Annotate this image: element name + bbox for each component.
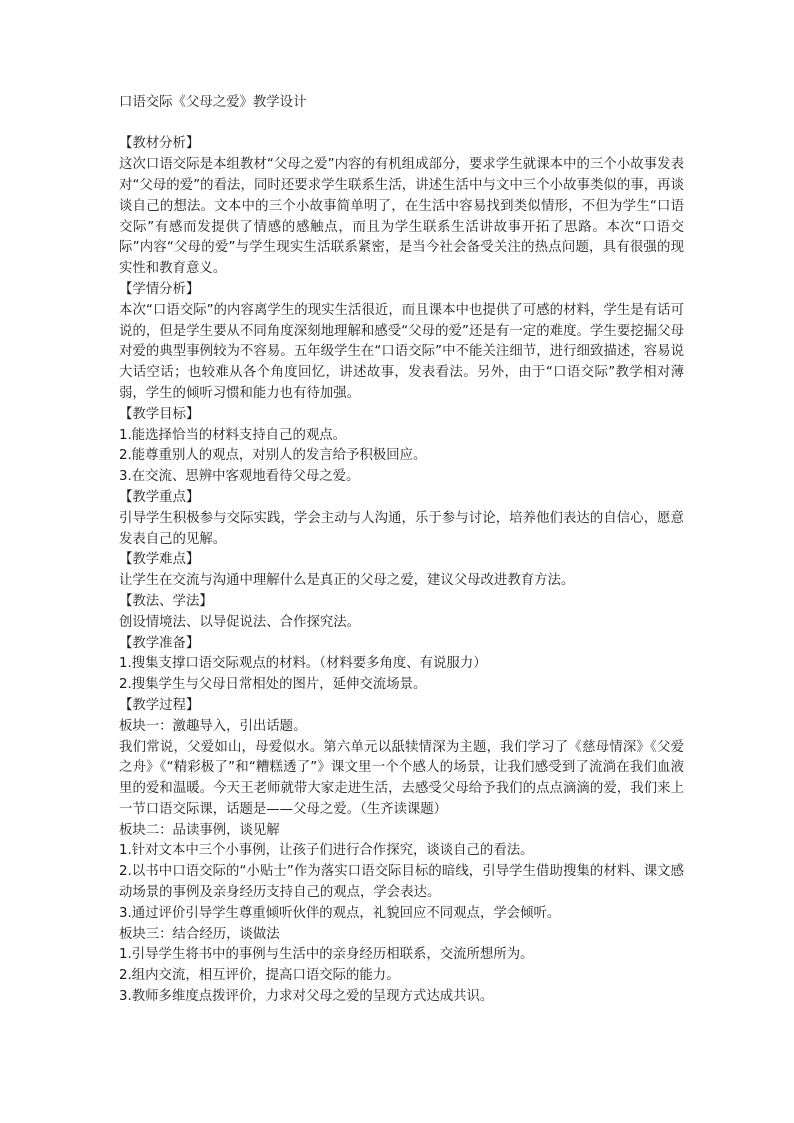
- process-paragraph: 我们常说，父爱如山，母爱似水。第六单元以舐犊情深为主题，我们学习了《慈母情深》《父爱之舟》《“精彩极了”和“糟糕透了”》课文里一个个感人的场景，让我们感受到了流淌在我们血液里的爱和温暖。今天王老师就带大家走进生活，去感受父母给予我们的点点滴滴的爱，我们来上一节口语交际课，话题是——父母之爱。（生齐读课题）: [119, 739, 684, 817]
- section-heading-teaching-process: 【教学过程】: [119, 697, 200, 713]
- section-heading-methods: 【教法、学法】: [119, 593, 213, 609]
- section-heading-teaching-goals: 【教学目标】: [119, 406, 200, 422]
- process-block-heading: 板块三：结合经历，谈做法: [119, 926, 280, 942]
- process-item: 2.组内交流，相互评价，提高口语交际的能力。: [119, 968, 400, 984]
- teaching-goal-item: 1.能选择恰当的材料支持自己的观点。: [119, 427, 347, 443]
- section-heading-material-analysis: 【教材分析】: [119, 136, 200, 152]
- process-item: 1.针对文本中三个小事例，让孩子们进行合作探究，谈谈自己的看法。: [119, 843, 534, 859]
- process-item: 2.以书中口语交际的“小贴士”作为落实口语交际目标的暗线，引导学生借助搜集的材料、课文感动场景的事例及亲身经历支持自己的观点，学会表达。: [119, 864, 684, 901]
- process-item: 1.引导学生将书中的事例与生活中的亲身经历相联系，交流所想所为。: [119, 947, 534, 963]
- preparation-item: 2.搜集学生与父母日常相处的图片，延伸交流场景。: [119, 677, 427, 693]
- process-item: 3.通过评价引导学生尊重倾听伙伴的观点，礼貌回应不同观点，学会倾听。: [119, 905, 561, 921]
- paragraph-methods: 创设情境法、以导促说法、合作探究法。: [119, 614, 361, 630]
- paragraph-student-analysis: 本次“口语交际”的内容离学生的现实生活很近，而且课本中也提供了可感的材料，学生是有话可说的，但是学生要从不同角度深刻地理解和感受“父母的爱”还是有一定的难度。学生要挖掘父母对爱的典型事例较为不容易。五年级学生在“口语交际”中不能关注细节，进行细致描述，容易说大话空话；也较难从各个角度回忆，讲述故事，发表看法。另外，由于“口语交际”教学相对薄弱，学生的倾听习惯和能力也有待加强。: [119, 302, 684, 401]
- paragraph-key-points: 引导学生积极参与交际实践，学会主动与人沟通，乐于参与讨论，培养他们表达的自信心，愿意发表自己的见解。: [119, 510, 684, 547]
- process-block-heading: 板块一：激趣导入，引出话题。: [119, 718, 307, 734]
- section-heading-difficulties: 【教学难点】: [119, 552, 200, 568]
- paragraph-material-analysis: 这次口语交际是本组教材“父母之爱”内容的有机组成部分，要求学生就课本中的三个小故事发表对“父母的爱”的看法，同时还要求学生联系生活，讲述生活中与文中三个小故事类似的事，再谈谈自己的想法。文本中的三个小故事简单明了，在生活中容易找到类似情形，不但为学生“口语交际”有感而发提供了情感的感触点，而且为学生联系生活讲故事开拓了思路。本次“口语交际”内容“父母的爱”与学生现实生活联系紧密，是当今社会备受关注的热点问题，具有很强的现实性和教育意义。: [119, 157, 684, 277]
- paragraph-difficulties: 让学生在交流与沟通中理解什么是真正的父母之爱，建议父母改进教育方法。: [119, 573, 575, 589]
- process-block-heading: 板块二：品读事例，谈见解: [119, 822, 280, 838]
- document-page: [119, 93, 684, 1008]
- section-heading-student-analysis: 【学情分析】: [119, 281, 200, 297]
- teaching-goal-item: 3.在交流、思辨中客观地看待父母之爱。: [119, 469, 360, 485]
- teaching-goal-item: 2.能尊重别人的观点，对别人的发言给予积极回应。: [119, 448, 427, 464]
- section-heading-key-points: 【教学重点】: [119, 489, 200, 505]
- process-item: 3.教师多维度点拨评价，力求对父母之爱的呈现方式达成共识。: [119, 989, 494, 1005]
- document-title: 口语交际《父母之爱》教学设计: [119, 95, 307, 110]
- section-heading-preparation: 【教学准备】: [119, 635, 200, 651]
- preparation-item: 1.搜集支撑口语交际观点的材料。（材料要多角度、有说服力）: [119, 656, 487, 672]
